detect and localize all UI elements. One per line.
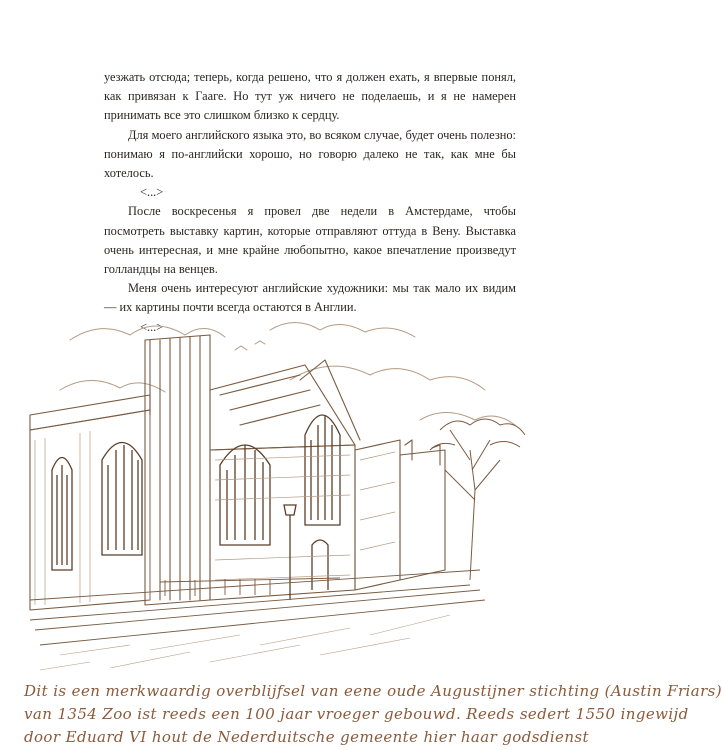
cloud-sketch bbox=[235, 341, 265, 350]
omission-mark-2: <...> bbox=[140, 319, 164, 334]
gothic-window bbox=[305, 415, 340, 525]
handwritten-note-line-2: van 1354 Zoo ist reeds een 100 jaar vroeger gebouwd. Reeds sedert 1550 ingewijd bbox=[24, 705, 689, 723]
church-door bbox=[312, 540, 328, 590]
paragraph-3: После воскресенья я провел две недели в Амстердаме, чтобы посмотреть выставку картин, которые отправляют оттуда в Вену. Выставка очень интересная, и мне крайне любопытно, какое впечатление произведут голландцы на венцев. bbox=[104, 204, 516, 277]
cloud-sketch bbox=[270, 323, 415, 338]
cloud-sketch bbox=[60, 380, 165, 392]
paragraph-1: уезжать отсюда; теперь, когда решено, что я должен ехать, я впервые понял, как привязан к Гааге. Но тут уж ничего не поделаешь, и я не намерен принимать все это слишком близко к сердцу. bbox=[104, 70, 516, 123]
nave-wall bbox=[210, 445, 355, 600]
handwritten-note-line-1: Dit is een merkwaardig overblijfsel van eene oude Augustijner stichting (Austin Friars) bbox=[24, 682, 722, 700]
handwritten-note-line-3: door Eduard VI hout de Nederduitsche gemeente hier haar godsdienst bbox=[24, 728, 589, 746]
right-building bbox=[355, 440, 400, 590]
tree-sketch bbox=[430, 419, 525, 580]
paragraph-4: Меня очень интересуют английские художники: мы так мало их видим — их картины почти всегда остаются в Англии. bbox=[104, 281, 516, 315]
right-houses bbox=[400, 450, 445, 580]
letter-text bbox=[104, 68, 516, 337]
cloud-sketch bbox=[70, 326, 225, 340]
paragraph-2: Для моего английского языка это, во всяком случае, будет очень полезно: понимаю я по-английски хорошо, но говорю далеко не так, как мне бы хотелось. bbox=[104, 127, 516, 181]
lamppost bbox=[284, 505, 296, 600]
pavement-edge bbox=[30, 570, 480, 600]
omission-mark-1: <...> bbox=[140, 185, 164, 200]
cloud-sketch bbox=[290, 366, 485, 390]
